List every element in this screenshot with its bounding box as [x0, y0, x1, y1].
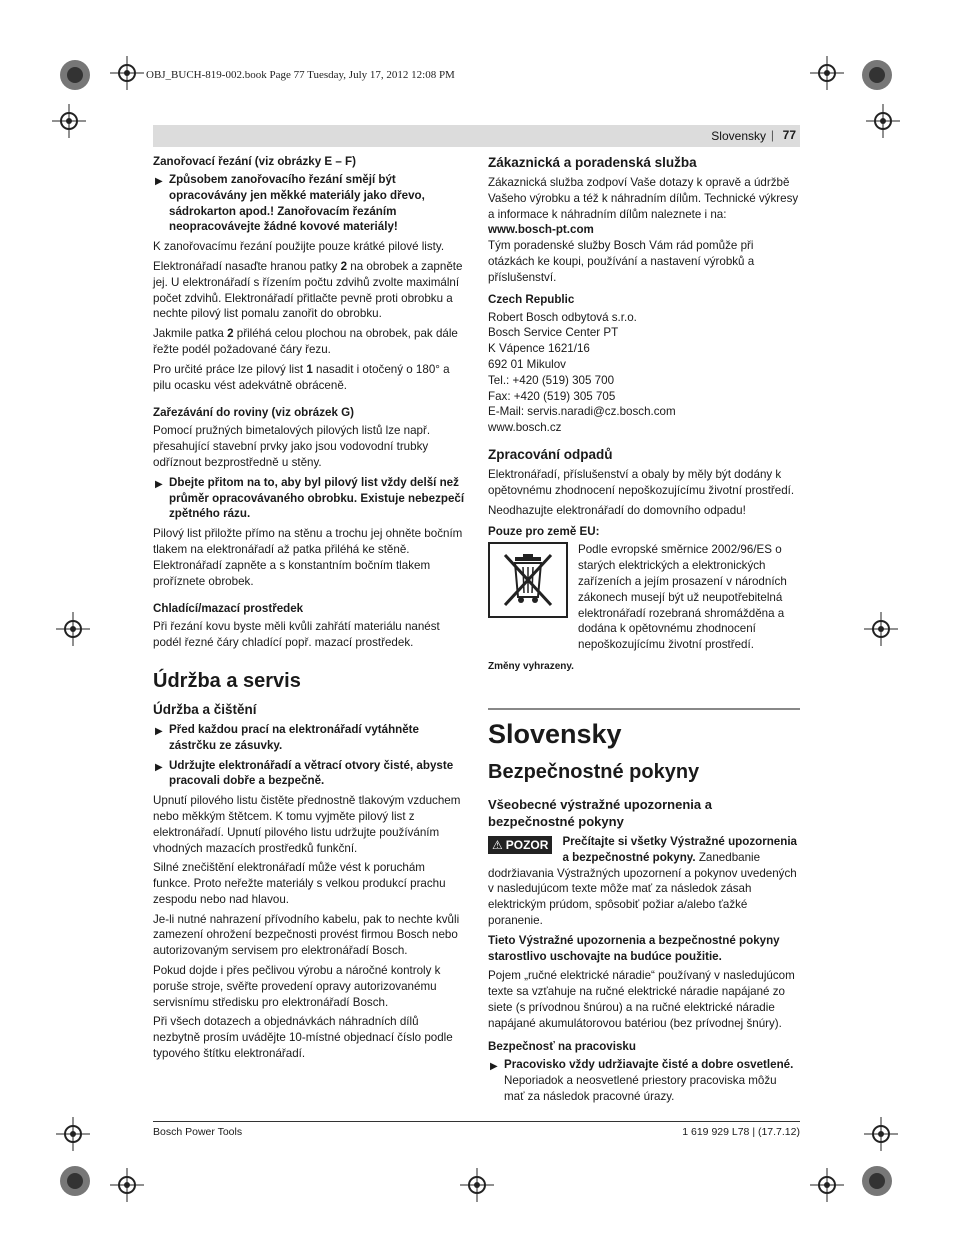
warning-bullet: ▶ Udržujte elektronářadí a větrací otvory čisté, abyste pracovali dobře a bezpečně. [155, 758, 454, 788]
header-separator: | [770, 128, 774, 142]
paragraph: Pilový list přiložte přímo na stěnu a trochu jej ohněte bočním tlakem na elektronářadí až patka přiléhá ke stěně. Elektronářadí zapněte a s konstantním bočním tlakem proříznete obrobek. [153, 527, 463, 588]
section-title-flush-cutting: Zařezávání do roviny (viz obrázek G) [153, 406, 355, 420]
warning-bullet: ▶ Dbejte přitom na to, aby byl pilový list vždy delší než průměr opracovávaného obrobku. Existuje nebezpečí zpětného rázu. [155, 475, 465, 521]
address-line: K Vápence 1621/16 [488, 342, 590, 356]
crosshair-mark-icon [460, 1168, 494, 1202]
registration-mark-icon [860, 1164, 894, 1198]
bullet-arrow-icon: ▶ [155, 176, 163, 187]
section-title-work-area: Bezpečnosť na pracovisku [488, 1040, 636, 1054]
address-line: Robert Bosch odbytová s.r.o. [488, 310, 637, 324]
paragraph: Při řezání kovu byste měli kvůli zahřátí materiálu nanést podél řezné čáry chladící popř. mazací prostředek. [153, 620, 440, 650]
warning-bullet: ▶ Před každou prací na elektronářadí vytáhněte zástrčku ze zásuvky. [155, 722, 419, 752]
weee-section [488, 542, 800, 653]
header-language: Slovensky [711, 129, 766, 143]
paragraph: Tým poradenské služby Bosch Vám rád pomůže při otázkách ke koupi, používání a nastavení výrobků a příslušenství. [488, 239, 755, 284]
heading-maintenance: Údržba a servis [153, 669, 301, 692]
address-line: Bosch Service Center PT [488, 326, 619, 340]
footer-doc-number: 1 619 929 L78 | (17.7.12) [682, 1126, 800, 1138]
crosshair-mark-icon [866, 104, 900, 138]
paragraph: Při všech dotazech a objednávkách náhradních dílů nezbytně prosím uvádějte 10-místné objednací číslo podle typového štítku elektronářadí. [153, 1015, 453, 1061]
bullet-arrow-icon: ▶ [155, 725, 163, 737]
section-title-general-warnings: Všeobecné výstražné upozornenia a bezpečnostné pokyny [488, 796, 712, 829]
registration-mark-icon [860, 58, 894, 92]
paragraph: Je-li nutné nahrazení přívodního kabelu, pak to nechte kvůli zamezení ohrožení bezpečnosti provést firmou Bosch nebo autorizovaným servisem pro elektronářadí Bosch. [153, 912, 460, 958]
address-line: Tel.: +420 (519) 305 700 [488, 373, 615, 387]
paragraph: Podle evropské směrnice 2002/96/ES o starých elektrických a elektronických zařízeních a jejím prosazení v národních zákonech musejí být už neupotřebitelná elektronářadí rozebraná shromážděna a dodána k opětovnému zhodnocení nepoškozujícímu životní prostředí. [578, 543, 787, 652]
warning-badge: ⚠ POZOR [488, 836, 552, 854]
crosshair-mark-icon [864, 1117, 898, 1151]
running-header [153, 125, 800, 147]
paragraph: Upnutí pilového listu čistěte přednostně tlakovým vzduchem nebo měkkým štětcem. K tomu vyjměte pilový list z elektronářadí. Upnutí pilového listu udržujte používáním vhodných mazacích prostředků funkční. [153, 794, 461, 855]
changes-reserved: Změny vyhrazeny. [488, 660, 574, 672]
paragraph: Pro určité práce lze pilový list 1 nasadit i otočený o 180° a pilu ocasku vést adekvátně obráceně. [153, 362, 450, 392]
paragraph: Silné znečištění elektronářadí může vést k poruchám funkce. Proto neřežte materiály s velkou produkcí prachu zespodu nebo nad hlavou. [153, 861, 446, 906]
left-column [153, 154, 465, 1066]
bullet-arrow-icon: ▶ [155, 478, 163, 490]
section-title-cleaning: Údržba a čištění [153, 701, 257, 717]
crosshair-mark-icon [110, 56, 144, 90]
right-column [488, 154, 800, 1109]
crosshair-mark-icon [56, 1117, 90, 1151]
crosshair-mark-icon [810, 1168, 844, 1202]
paragraph: Jakmile patka 2 přiléhá celou plochou na obrobek, pak dále řežte podél požadované čáry řezu. [153, 327, 458, 356]
paragraph: Pokud dojde i přes pečlivou výrobu a náročné kontroly k poruše stroje, svěřte provedení opravy autorizovanému servisnímu středisku pro elektronářadí Bosch. [153, 964, 441, 1009]
section-title-coolant: Chladící/mazací prostředek [153, 602, 304, 616]
address-line: 692 01 Mikulov [488, 357, 566, 371]
footer-divider [153, 1121, 800, 1122]
website-link[interactable]: www.bosch.cz [488, 421, 562, 435]
heading-language-slovak: Slovensky [488, 718, 622, 749]
print-header: OBJ_BUCH-819-002.book Page 77 Tuesday, July 17, 2012 12:08 PM [146, 69, 455, 81]
footer-brand: Bosch Power Tools [153, 1126, 243, 1138]
weee-crossed-bin-icon [488, 542, 568, 618]
warning-bullet: ▶ Pracovisko vždy udržiavajte čisté a dobre osvetlené. Neporiadok a neosvetlené priestory pracoviska môžu mať za následok pracovné úrazy. [490, 1058, 794, 1104]
paragraph: Neodhazujte elektronářadí do domovního odpadu! [488, 503, 746, 517]
crosshair-mark-icon [56, 612, 90, 646]
paragraph: Elektronářadí, příslušenství a obaly by měly být dodány k opětovnému zhodnocení nepoškozujícímu životní prostředí. [488, 467, 795, 497]
crosshair-mark-icon [52, 104, 86, 138]
section-title-customer-service: Zákaznická a poradenská služba [488, 155, 697, 170]
country-label: Czech Republic [488, 292, 575, 306]
email-link[interactable]: E-Mail: servis.naradi@cz.bosch.com [488, 405, 676, 419]
address-line: Fax: +420 (519) 305 705 [488, 389, 616, 403]
divider [488, 708, 800, 710]
warning-paragraph: ⚠ POZOR Prečítajte si všetky Výstražné upozornenia a bezpečnostné pokyny. Zanedbanie dodržiavania Výstražných upozornení a pokynov uvedených v nasledujúcom texte môže mať za následok zásah elektrickým prúdom, spôsobiť požiar a/alebo ťažké poranenie. [488, 834, 797, 927]
crosshair-mark-icon [810, 56, 844, 90]
registration-mark-icon [58, 1164, 92, 1198]
address-block [488, 310, 800, 436]
paragraph: Pomocí pružných bimetalových pilových listů lze např. přesahující stavební prvky jako jsou vodovodní trubky odříznout bezprostředně u stěny. [153, 424, 431, 469]
paragraph: Elektronářadí nasaďte hranou patky 2 na obrobek a zapněte jej. U elektronářadí s řízením počtu zdvihů zvolte maximální počet zdvihů. Elektronářadí přitlačte pevně proti obrobku a nechte pilový list pomalu zanořit do obrobku. [153, 259, 463, 321]
paragraph: K zanořovacímu řezání použijte pouze krátké pilové listy. [153, 240, 445, 254]
warning-bullet: ▶ Způsobem zanořovacího řezání smějí být opracovávány jen měkké materiály jako dřevo, sádrokarton apod.! Zanořovacím řezáním neopracovávejte žádné kovové materiály! [155, 173, 425, 234]
page-number: 77 [782, 128, 796, 142]
url-link[interactable]: www.bosch-pt.com [488, 223, 594, 237]
heading-safety: Bezpečnostné pokyny [488, 760, 700, 783]
crosshair-mark-icon [864, 612, 898, 646]
paragraph: Tieto Výstražné upozornenia a bezpečnostné pokyny starostlivo uschovajte na budúce použitie. [488, 933, 780, 963]
warning-triangle-icon: ⚠ [492, 837, 503, 852]
crosshair-mark-icon [110, 1168, 144, 1202]
section-title-disposal: Zpracování odpadů [488, 446, 613, 462]
registration-mark-icon [58, 58, 92, 92]
eu-only-label: Pouze pro země EU: [488, 525, 600, 539]
bullet-arrow-icon: ▶ [155, 761, 163, 773]
section-title-plunge-cutting: Zanořovací řezání (viz obrázky E – F) [153, 155, 356, 168]
paragraph: Zákaznická služba zodpoví Vaše dotazy k opravě a údržbě Vašeho výrobku a též k náhradním dílům. Technické výkresy a informace k náhradním dílům naleznete i na: [488, 176, 799, 221]
bullet-arrow-icon: ▶ [490, 1061, 498, 1073]
paragraph: Pojem „ručné elektrické náradie“ používaný v nasledujúcom texte sa vzťahuje na ručné elektrické náradie napájané zo siete (s prívodnou šnúrou) a na ručné elektrické náradie napájané akumulátorovou batériou (bez prívodnej šnúry). [488, 969, 795, 1030]
